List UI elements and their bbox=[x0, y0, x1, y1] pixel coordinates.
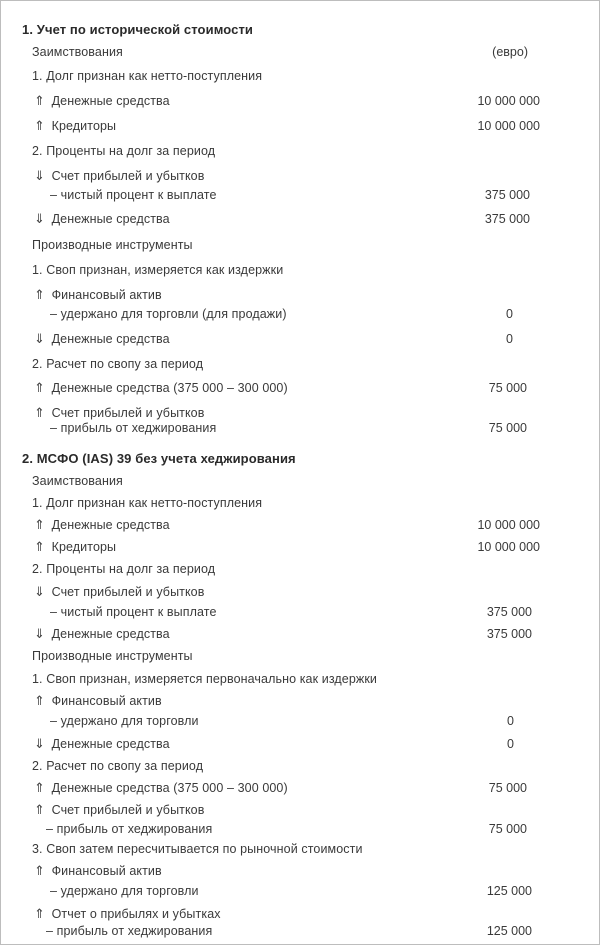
section2-hedge-profit-value: 75 000 bbox=[488, 822, 527, 836]
section2-income-stmt-row bbox=[34, 906, 221, 923]
section2-pnl2-row bbox=[34, 802, 204, 819]
section1-interest-header: 2. Проценты на долг за период bbox=[32, 144, 216, 158]
section2-cash-row bbox=[34, 517, 170, 534]
section2-hedge-profit2-value: 125 000 bbox=[486, 924, 532, 938]
section2-creditors-value: 10 000 000 bbox=[477, 540, 540, 554]
section2-swap-settlement: 2. Расчет по свопу за период bbox=[32, 759, 204, 773]
down-arrow-icon: ⇓ bbox=[34, 212, 45, 227]
section1-title: 1. Учет по исторической стоимости bbox=[22, 22, 253, 37]
section2-cash2-value: 375 000 bbox=[486, 627, 532, 641]
section2-net-interest-value: 375 000 bbox=[486, 605, 532, 619]
section2-cash4-value: 75 000 bbox=[488, 781, 527, 795]
section1-hedge-profit-label: – прибыль от хеджирования bbox=[50, 421, 217, 435]
section2-cash2-row bbox=[34, 626, 170, 643]
section2-hedge-profit-label: – прибыль от хеджирования bbox=[46, 822, 213, 836]
up-arrow-icon: ⇑ bbox=[34, 119, 45, 134]
section1-cash-value: 10 000 000 bbox=[477, 94, 540, 108]
section2-creditors-row bbox=[34, 539, 116, 556]
down-arrow-icon: ⇓ bbox=[34, 332, 45, 347]
section2-pnl-row bbox=[34, 584, 204, 601]
section2-fin-asset2-label: Финансовый актив bbox=[51, 864, 162, 878]
section1-cash2-row bbox=[34, 211, 170, 228]
section1-cash2-label: Денежные средства bbox=[51, 212, 170, 226]
up-arrow-icon: ⇑ bbox=[34, 381, 45, 396]
up-arrow-icon: ⇑ bbox=[34, 288, 45, 303]
section2-derivatives-header: Производные инструменты bbox=[32, 649, 193, 663]
section1-cash-row bbox=[34, 93, 170, 110]
section1-swap-recognized: 1. Своп признан, измеряется как издержки bbox=[32, 263, 284, 277]
section1-creditors-row bbox=[34, 118, 116, 135]
section1-cash3-label: Денежные средства bbox=[51, 332, 170, 346]
down-arrow-icon: ⇓ bbox=[34, 585, 45, 600]
section1-creditors-label: Кредиторы bbox=[51, 119, 117, 133]
section1-debt-recognized: 1. Долг признан как нетто-поступления bbox=[32, 69, 263, 83]
section2-held-trading-value: 0 bbox=[507, 714, 514, 728]
section2-title: 2. МСФО (IAS) 39 без учета хеджирования bbox=[22, 451, 296, 466]
section1-cash4-value: 75 000 bbox=[488, 381, 527, 395]
section2-net-interest-label: – чистый процент к выплате bbox=[50, 605, 217, 619]
section1-held-trading-label: – удержано для торговли (для продажи) bbox=[50, 307, 287, 321]
up-arrow-icon: ⇑ bbox=[34, 803, 45, 818]
section1-borrowing-header: Заимствования bbox=[32, 45, 123, 59]
section1-net-interest-label: – чистый процент к выплате bbox=[50, 188, 217, 202]
up-arrow-icon: ⇑ bbox=[34, 540, 45, 555]
section2-hedge-profit2-label: – прибыль от хеджирования bbox=[46, 924, 213, 938]
section2-cash4-label: Денежные средства (375 000 – 300 000) bbox=[51, 781, 288, 795]
up-arrow-icon: ⇑ bbox=[34, 907, 45, 922]
section2-fin-asset2-row bbox=[34, 863, 162, 880]
section1-fin-asset-label: Финансовый актив bbox=[51, 288, 162, 302]
section2-fin-asset-row bbox=[34, 693, 162, 710]
down-arrow-icon: ⇓ bbox=[34, 737, 45, 752]
up-arrow-icon: ⇑ bbox=[34, 694, 45, 709]
section1-cash-label: Денежные средства bbox=[51, 94, 170, 108]
section1-cash4-label: Денежные средства (375 000 – 300 000) bbox=[51, 381, 288, 395]
section1-cash3-value: 0 bbox=[506, 332, 513, 346]
section1-cash2-value: 375 000 bbox=[484, 212, 530, 226]
section1-cash4-row bbox=[34, 380, 288, 397]
section1-pnl-row bbox=[34, 168, 204, 185]
section2-cash3-row bbox=[34, 736, 170, 753]
section2-fin-asset-label: Финансовый актив bbox=[51, 694, 162, 708]
up-arrow-icon: ⇑ bbox=[34, 864, 45, 879]
up-arrow-icon: ⇑ bbox=[34, 406, 45, 421]
section2-held-trading2-label: – удержано для торговли bbox=[50, 884, 199, 898]
section2-cash-value: 10 000 000 bbox=[477, 518, 540, 532]
section2-pnl2-label: Счет прибылей и убытков bbox=[51, 803, 205, 817]
section2-held-trading2-value: 125 000 bbox=[486, 884, 532, 898]
section1-pnl2-label: Счет прибылей и убытков bbox=[51, 406, 205, 420]
section2-swap-recognized: 1. Своп признан, измеряется первоначально как издержки bbox=[32, 672, 377, 686]
section1-pnl-label: Счет прибылей и убытков bbox=[51, 169, 205, 183]
section2-cash3-label: Денежные средства bbox=[51, 737, 170, 751]
section2-creditors-label: Кредиторы bbox=[51, 540, 117, 554]
section2-cash3-value: 0 bbox=[507, 737, 514, 751]
currency-header: (евро) bbox=[492, 45, 528, 59]
up-arrow-icon: ⇑ bbox=[34, 94, 45, 109]
section1-cash3-row bbox=[34, 331, 170, 348]
section1-hedge-profit-value: 75 000 bbox=[488, 421, 527, 435]
section1-held-trading-value: 0 bbox=[506, 307, 513, 321]
section1-fin-asset-row bbox=[34, 287, 162, 304]
down-arrow-icon: ⇓ bbox=[34, 627, 45, 642]
section1-swap-settlement: 2. Расчет по свопу за период bbox=[32, 357, 204, 371]
section1-derivatives-header: Производные инструменты bbox=[32, 238, 193, 252]
section2-borrowing-header: Заимствования bbox=[32, 474, 123, 488]
section1-creditors-value: 10 000 000 bbox=[477, 119, 540, 133]
section2-interest-header: 2. Проценты на долг за период bbox=[32, 562, 216, 576]
section2-pnl-label: Счет прибылей и убытков bbox=[51, 585, 205, 599]
section2-cash-label: Денежные средства bbox=[51, 518, 170, 532]
section2-remeasured: 3. Своп затем пересчитывается по рыночной стоимости bbox=[32, 842, 363, 856]
section2-held-trading-label: – удержано для торговли bbox=[50, 714, 199, 728]
up-arrow-icon: ⇑ bbox=[34, 518, 45, 533]
section2-income-stmt-label: Отчет о прибылях и убытках bbox=[51, 907, 221, 921]
section2-cash4-row bbox=[34, 780, 288, 797]
section1-net-interest-value: 375 000 bbox=[484, 188, 530, 202]
down-arrow-icon: ⇓ bbox=[34, 169, 45, 184]
section2-debt-recognized: 1. Долг признан как нетто-поступления bbox=[32, 496, 263, 510]
section2-cash2-label: Денежные средства bbox=[51, 627, 170, 641]
up-arrow-icon: ⇑ bbox=[34, 781, 45, 796]
